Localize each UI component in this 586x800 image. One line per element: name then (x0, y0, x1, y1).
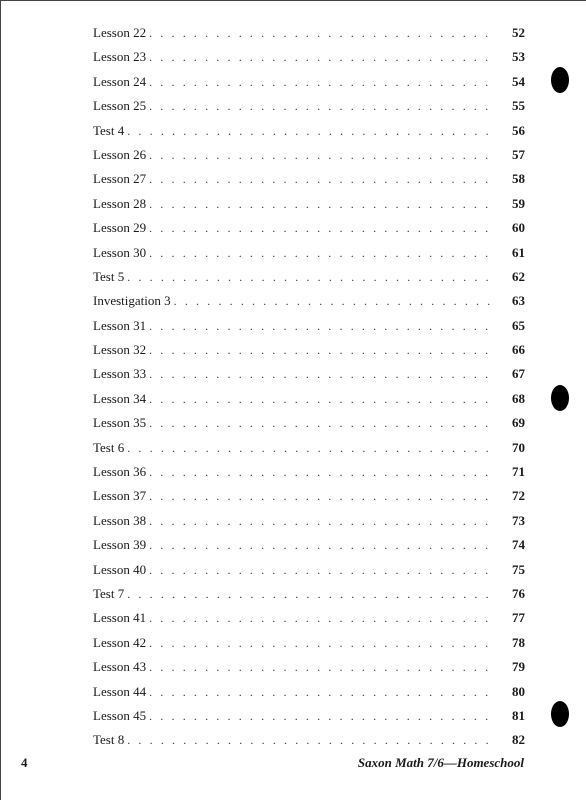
toc-entry-page: 80 (512, 683, 525, 699)
dot-leader (149, 362, 495, 386)
toc-entry (93, 680, 525, 704)
dot-leader (149, 460, 495, 484)
toc-entry-label: Lesson 28 (93, 195, 147, 211)
toc-entry-page: 70 (512, 439, 525, 455)
dot-leader (149, 21, 495, 45)
toc-entry (93, 728, 525, 752)
dot-leader (149, 387, 495, 411)
toc-entry (93, 192, 525, 216)
toc-entry (93, 21, 525, 45)
toc-entry-page: 76 (512, 585, 525, 601)
toc-entry-page: 59 (512, 195, 525, 211)
toc-entry-page: 60 (512, 220, 525, 236)
toc-entry-label: Lesson 31 (93, 317, 147, 333)
dot-leader (149, 631, 495, 655)
toc-entry-page: 58 (512, 171, 525, 187)
toc-entry (93, 509, 525, 533)
dot-leader (149, 484, 495, 508)
toc-entry-label: Lesson 30 (93, 244, 147, 260)
toc-entry (93, 606, 525, 630)
toc-entry-label: Lesson 44 (93, 683, 147, 699)
toc-entry-page: 63 (512, 293, 525, 309)
toc-entry-page: 66 (512, 342, 525, 358)
dot-leader (149, 558, 495, 582)
dot-leader (127, 728, 495, 752)
toc-entry-page: 65 (512, 317, 525, 333)
toc-entry (93, 167, 525, 191)
toc-entry-page: 67 (512, 366, 525, 382)
toc-entry-label: Lesson 36 (93, 464, 147, 480)
toc-entry (93, 460, 525, 484)
toc-entry-page: 77 (512, 610, 525, 626)
toc-entry-page: 74 (512, 537, 525, 553)
toc-entry (93, 94, 525, 118)
footer-page-number: 4 (21, 755, 28, 770)
toc-entry-page: 53 (512, 49, 525, 65)
toc-entry-label: Lesson 29 (93, 220, 147, 236)
dot-leader (149, 192, 495, 216)
binder-hole (551, 701, 569, 727)
dot-leader (149, 167, 495, 191)
toc-entry-page: 72 (512, 488, 525, 504)
toc-entry-label: Lesson 42 (93, 634, 147, 650)
dot-leader (149, 216, 495, 240)
toc-entry-page: 73 (512, 512, 525, 528)
toc-entry-label: Test 4 (93, 122, 125, 138)
table-of-contents (93, 21, 525, 753)
toc-entry (93, 338, 525, 362)
toc-entry-page: 55 (512, 98, 525, 114)
toc-entry (93, 143, 525, 167)
toc-entry (93, 119, 525, 143)
dot-leader (149, 314, 495, 338)
toc-entry (93, 631, 525, 655)
toc-entry (93, 582, 525, 606)
dot-leader (149, 338, 495, 362)
toc-entry-page: 75 (512, 561, 525, 577)
toc-entry (93, 70, 525, 94)
toc-entry (93, 45, 525, 69)
toc-entry-page: 57 (512, 146, 525, 162)
toc-entry-label: Lesson 33 (93, 366, 147, 382)
toc-entry-page: 81 (512, 707, 525, 723)
binder-hole (551, 385, 569, 411)
toc-entry-page: 68 (512, 390, 525, 406)
dot-leader (149, 411, 495, 435)
toc-entry-label: Lesson 23 (93, 49, 147, 65)
dot-leader (149, 704, 495, 728)
toc-entry (93, 558, 525, 582)
toc-entry-page: 78 (512, 634, 525, 650)
binder-hole (551, 67, 569, 93)
toc-entry-label: Lesson 32 (93, 342, 147, 358)
toc-entry (93, 314, 525, 338)
toc-entry-label: Test 6 (93, 439, 125, 455)
toc-entry-label: Lesson 22 (93, 25, 147, 40)
toc-entry (93, 216, 525, 240)
toc-entry-label: Lesson 39 (93, 537, 147, 553)
dot-leader (127, 582, 495, 606)
dot-leader (149, 606, 495, 630)
dot-leader (127, 119, 495, 143)
toc-entry-label: Lesson 34 (93, 390, 147, 406)
dot-leader (127, 436, 495, 460)
dot-leader (127, 265, 495, 289)
toc-entry (93, 289, 525, 313)
toc-entry-label: Lesson 37 (93, 488, 147, 504)
toc-entry (93, 655, 525, 679)
toc-entry (93, 704, 525, 728)
toc-entry-label: Lesson 24 (93, 73, 147, 89)
toc-entry (93, 265, 525, 289)
toc-entry-page: 62 (512, 268, 525, 284)
toc-entry-label: Lesson 35 (93, 415, 147, 431)
dot-leader (149, 655, 495, 679)
toc-entry-page: 52 (512, 25, 525, 40)
toc-entry-label: Lesson 43 (93, 659, 147, 675)
dot-leader (149, 509, 495, 533)
toc-entry (93, 484, 525, 508)
toc-entry-page: 79 (512, 659, 525, 675)
dot-leader (149, 45, 495, 69)
toc-entry (93, 362, 525, 386)
toc-entry-label: Lesson 26 (93, 146, 147, 162)
toc-entry-label: Lesson 27 (93, 171, 147, 187)
toc-entry-label: Lesson 40 (93, 561, 147, 577)
toc-entry-label: Test 5 (93, 268, 125, 284)
footer-book-title: Saxon Math 7/6—Homeschool (357, 755, 524, 770)
dot-leader (149, 533, 495, 557)
dot-leader (149, 94, 495, 118)
toc-entry-label: Lesson 41 (93, 610, 147, 626)
toc-entry (93, 411, 525, 435)
dot-leader (149, 241, 495, 265)
toc-entry-label: Lesson 38 (93, 512, 147, 528)
toc-entry (93, 241, 525, 265)
toc-entry-label: Investigation 3 (93, 293, 171, 309)
dot-leader (149, 70, 495, 94)
toc-entry-page: 69 (512, 415, 525, 431)
toc-entry-page: 71 (512, 464, 525, 480)
toc-entry-label: Lesson 25 (93, 98, 147, 114)
toc-entry-label: Lesson 45 (93, 707, 147, 723)
toc-entry-label: Test 7 (93, 585, 125, 601)
toc-entry-page: 61 (512, 244, 525, 260)
toc-entry-page: 54 (512, 73, 525, 89)
dot-leader (149, 680, 495, 704)
toc-entry-page: 56 (512, 122, 525, 138)
dot-leader (174, 289, 495, 313)
dot-leader (149, 143, 495, 167)
toc-entry-page: 82 (512, 732, 525, 748)
toc-entry-label: Test 8 (93, 732, 125, 748)
toc-entry (93, 387, 525, 411)
toc-entry (93, 436, 525, 460)
toc-entry (93, 533, 525, 557)
